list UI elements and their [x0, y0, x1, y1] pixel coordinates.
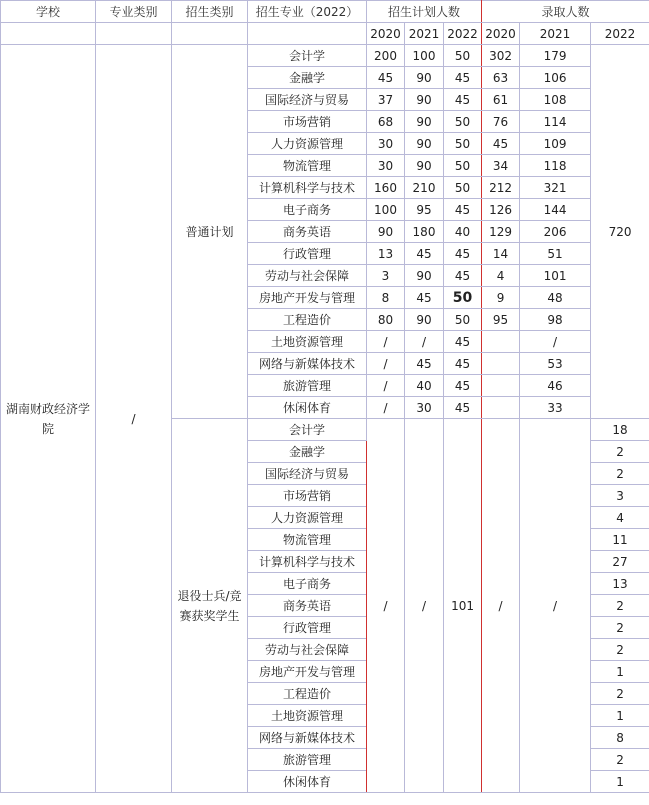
- plan-2022: 50: [444, 309, 482, 331]
- plan-2021: /: [405, 331, 444, 353]
- admit-2021: 321: [520, 177, 591, 199]
- plan-2022: 45: [444, 331, 482, 353]
- plan-2021: 100: [405, 45, 444, 67]
- plan-2020: 8: [367, 287, 405, 309]
- major-name: 劳动与社会保障: [248, 639, 367, 661]
- admit-2021: 118: [520, 155, 591, 177]
- plan-2020: 30: [367, 155, 405, 177]
- plan-2020: 90: [367, 221, 405, 243]
- admit-2021: 106: [520, 67, 591, 89]
- plan-2021: 45: [405, 243, 444, 265]
- plan-2020: /: [367, 419, 405, 793]
- admit-2021: 53: [520, 353, 591, 375]
- enroll-type-header: 招生类别: [172, 1, 248, 23]
- plan-2020: 200: [367, 45, 405, 67]
- plan-2022: 45: [444, 397, 482, 419]
- admit-2022: 2: [591, 749, 649, 771]
- plan-year-2021: 2021: [405, 23, 444, 45]
- major-name: 工程造价: [248, 683, 367, 705]
- admit-2021: /: [520, 331, 591, 353]
- admit-2021: /: [520, 419, 591, 793]
- major-name: 劳动与社会保障: [248, 265, 367, 287]
- plan-2022: 40: [444, 221, 482, 243]
- plan-2022: 50: [444, 177, 482, 199]
- plan-2020: /: [367, 375, 405, 397]
- major-name: 旅游管理: [248, 749, 367, 771]
- plan-2020: 68: [367, 111, 405, 133]
- major-name: 国际经济与贸易: [248, 89, 367, 111]
- major-name: 人力资源管理: [248, 507, 367, 529]
- major-name: 计算机科学与技术: [248, 551, 367, 573]
- major-name: 电子商务: [248, 573, 367, 595]
- admit-2022: 2: [591, 617, 649, 639]
- major-name: 物流管理: [248, 529, 367, 551]
- admit-2021: 101: [520, 265, 591, 287]
- admit-2020: [482, 375, 520, 397]
- major-name: 商务英语: [248, 221, 367, 243]
- admit-2020: /: [482, 419, 520, 793]
- admit-2020: 302: [482, 45, 520, 67]
- admit-2021: 144: [520, 199, 591, 221]
- plan-2021: 90: [405, 309, 444, 331]
- admit-header: 录取人数: [482, 1, 649, 23]
- admit-2022: 2: [591, 595, 649, 617]
- admit-2020: 126: [482, 199, 520, 221]
- plan-2020: 3: [367, 265, 405, 287]
- plan-header: 招生计划人数: [367, 1, 482, 23]
- admit-2021: 108: [520, 89, 591, 111]
- major-name: 电子商务: [248, 199, 367, 221]
- admit-2021: 33: [520, 397, 591, 419]
- plan-2021: 45: [405, 287, 444, 309]
- plan-2020: /: [367, 397, 405, 419]
- plan-2022: 45: [444, 89, 482, 111]
- plan-2021: 30: [405, 397, 444, 419]
- admit-2020: [482, 353, 520, 375]
- school-header: 学校: [1, 1, 96, 23]
- admit-2022: 3: [591, 485, 649, 507]
- plan-2022: 45: [444, 67, 482, 89]
- major-name: 会计学: [248, 419, 367, 441]
- plan-2021: 45: [405, 353, 444, 375]
- major-name: 工程造价: [248, 309, 367, 331]
- admit-2022: 8: [591, 727, 649, 749]
- plan-2021: /: [405, 419, 444, 793]
- plan-2021: 95: [405, 199, 444, 221]
- admit-2021: 206: [520, 221, 591, 243]
- major-header: 招生专业（2022）: [248, 1, 367, 23]
- admit-2022: 1: [591, 661, 649, 683]
- admit-2020: 76: [482, 111, 520, 133]
- year-row: [1, 23, 649, 45]
- admit-2020: [482, 331, 520, 353]
- empty-cell: [172, 23, 248, 45]
- admit-2022: 2: [591, 463, 649, 485]
- enroll-type: 普通计划: [172, 45, 248, 419]
- admit-2020: 9: [482, 287, 520, 309]
- school-name: 湖南财政经济学院: [1, 45, 96, 793]
- admit-2022: 1: [591, 705, 649, 727]
- admit-2022: 11: [591, 529, 649, 551]
- major-name: 金融学: [248, 441, 367, 463]
- plan-2021: 90: [405, 133, 444, 155]
- admit-2021: 114: [520, 111, 591, 133]
- plan-2022: 45: [444, 243, 482, 265]
- admit-2022: 4: [591, 507, 649, 529]
- admit-2020: 34: [482, 155, 520, 177]
- admit-year-2020: 2020: [482, 23, 520, 45]
- admit-2021: 179: [520, 45, 591, 67]
- admit-year-2022: 2022: [591, 23, 649, 45]
- admit-2020: 45: [482, 133, 520, 155]
- admit-2022: 1: [591, 771, 649, 793]
- major-name: 休闲体育: [248, 771, 367, 793]
- major-name: 土地资源管理: [248, 331, 367, 353]
- plan-2022: 50: [444, 133, 482, 155]
- plan-2020: 160: [367, 177, 405, 199]
- admit-2020: 61: [482, 89, 520, 111]
- plan-2022: 50: [444, 111, 482, 133]
- plan-2022: 45: [444, 375, 482, 397]
- plan-2021: 90: [405, 67, 444, 89]
- admit-2020: 95: [482, 309, 520, 331]
- admit-2021: 48: [520, 287, 591, 309]
- plan-2022: 50: [444, 287, 482, 309]
- major-name: 人力资源管理: [248, 133, 367, 155]
- admit-2021: 98: [520, 309, 591, 331]
- empty-cell: [1, 23, 96, 45]
- plan-2020: 37: [367, 89, 405, 111]
- plan-2020: /: [367, 353, 405, 375]
- major-name: 金融学: [248, 67, 367, 89]
- major-name: 房地产开发与管理: [248, 661, 367, 683]
- plan-2022: 45: [444, 199, 482, 221]
- plan-2022: 101: [444, 419, 482, 793]
- plan-2022: 45: [444, 353, 482, 375]
- major-name: 商务英语: [248, 595, 367, 617]
- enroll-type: 退役士兵/竞赛获奖学生: [172, 419, 248, 793]
- major-category-header: 专业类别: [96, 1, 172, 23]
- header-row: [1, 1, 649, 23]
- plan-2021: 90: [405, 265, 444, 287]
- plan-year-2022: 2022: [444, 23, 482, 45]
- admit-2022-total: 720: [591, 45, 649, 419]
- admit-2022: 18: [591, 419, 649, 441]
- admit-2022: 2: [591, 441, 649, 463]
- admit-2021: 46: [520, 375, 591, 397]
- major-name: 网络与新媒体技术: [248, 727, 367, 749]
- admit-2020: 129: [482, 221, 520, 243]
- plan-2021: 210: [405, 177, 444, 199]
- table-row: [1, 45, 649, 67]
- major-name: 旅游管理: [248, 375, 367, 397]
- major-name: 物流管理: [248, 155, 367, 177]
- plan-2020: 80: [367, 309, 405, 331]
- empty-cell: [248, 23, 367, 45]
- plan-2022: 45: [444, 265, 482, 287]
- admit-2021: 109: [520, 133, 591, 155]
- empty-cell: [96, 23, 172, 45]
- plan-2021: 90: [405, 89, 444, 111]
- admit-2020: 63: [482, 67, 520, 89]
- major-name: 会计学: [248, 45, 367, 67]
- admit-2022: 13: [591, 573, 649, 595]
- plan-year-2020: 2020: [367, 23, 405, 45]
- admit-year-2021: 2021: [520, 23, 591, 45]
- major-name: 行政管理: [248, 243, 367, 265]
- major-name: 土地资源管理: [248, 705, 367, 727]
- plan-2021: 90: [405, 111, 444, 133]
- major-name: 市场营销: [248, 111, 367, 133]
- admit-2020: [482, 397, 520, 419]
- admit-2021: 51: [520, 243, 591, 265]
- plan-2021: 90: [405, 155, 444, 177]
- plan-2021: 40: [405, 375, 444, 397]
- plan-2020: 100: [367, 199, 405, 221]
- major-name: 房地产开发与管理: [248, 287, 367, 309]
- major-name: 市场营销: [248, 485, 367, 507]
- plan-2020: 45: [367, 67, 405, 89]
- major-name: 行政管理: [248, 617, 367, 639]
- plan-2020: /: [367, 331, 405, 353]
- plan-2021: 180: [405, 221, 444, 243]
- plan-2022: 50: [444, 45, 482, 67]
- admit-2020: 4: [482, 265, 520, 287]
- admit-2022: 27: [591, 551, 649, 573]
- admit-2020: 14: [482, 243, 520, 265]
- major-category-value: /: [96, 45, 172, 793]
- plan-2022: 50: [444, 155, 482, 177]
- major-name: 休闲体育: [248, 397, 367, 419]
- admit-2020: 212: [482, 177, 520, 199]
- admit-2022: 2: [591, 683, 649, 705]
- plan-2020: 13: [367, 243, 405, 265]
- major-name: 计算机科学与技术: [248, 177, 367, 199]
- major-name: 国际经济与贸易: [248, 463, 367, 485]
- major-name: 网络与新媒体技术: [248, 353, 367, 375]
- admit-2022: 2: [591, 639, 649, 661]
- plan-2020: 30: [367, 133, 405, 155]
